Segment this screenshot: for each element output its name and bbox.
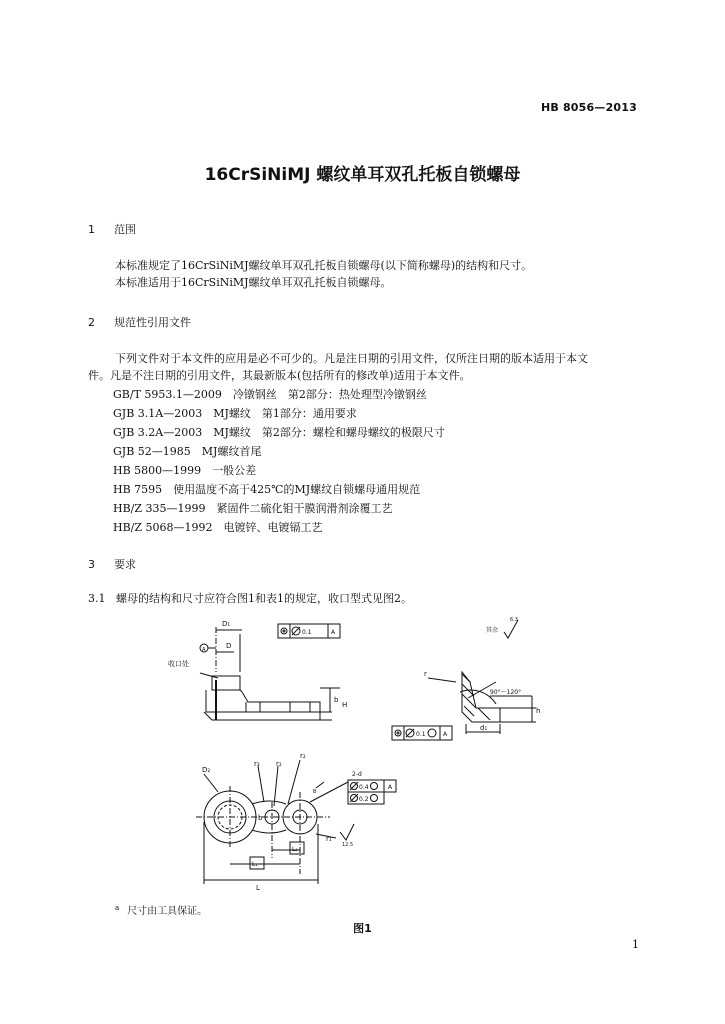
tolerance-value: 0.1	[302, 629, 312, 636]
clause-text: 螺母的结构和尺寸应符合图1和表1的规定，收口型式见图2。	[116, 592, 412, 605]
tolerance-value: 0.1	[416, 731, 426, 738]
section-1-para-1: 本标准规定了16CrSiNiMJ螺纹单耳双孔托板自锁螺母(以下简称螺母)的结构和尺寸。	[115, 259, 533, 272]
dim-label: r	[424, 670, 427, 678]
tolerance-datum: A	[331, 629, 336, 636]
dim-label: r₂	[300, 752, 306, 760]
section-number: 3	[88, 558, 95, 571]
section-number: 1	[88, 223, 95, 236]
reference-item: HB/Z 5068—1992 电镀锌、电镀镉工艺	[113, 521, 323, 534]
dim-label: L₁	[252, 861, 258, 868]
dim-label: B	[313, 789, 317, 795]
side-view	[200, 624, 340, 720]
section-title: 范围	[114, 223, 136, 236]
section-2-intro-2: 件。凡是不注日期的引用文件，其最新版本(包括所有的修改单)适用于本文件。	[88, 369, 471, 382]
section-3-heading	[88, 556, 136, 572]
footnote-mark: a	[115, 903, 120, 912]
page-number: 1	[632, 938, 639, 951]
roughness-value: 12.5	[342, 842, 354, 848]
tolerance-value: 0.4	[359, 784, 369, 791]
dim-label: b	[334, 696, 339, 704]
clause-number: 3.1	[88, 592, 106, 605]
footnote	[115, 902, 207, 917]
tolerance-datum: A	[443, 731, 448, 738]
section-1-heading	[88, 221, 136, 237]
plan-view	[196, 620, 518, 884]
roughness-note: 其余	[486, 627, 499, 634]
section-number: 2	[88, 316, 95, 329]
dim-label: L₂	[292, 846, 298, 853]
section-2-heading	[88, 314, 191, 330]
angle-label: 90°～120°	[490, 689, 522, 696]
roughness-value: 6.3	[510, 617, 518, 623]
page-title: 16CrSiNiMJ 螺纹单耳双孔托板自锁螺母	[204, 165, 521, 185]
hole-count: 2-d	[352, 771, 362, 778]
reference-item: GJB 3.2A—2003 MJ螺纹 第2部分：螺栓和螺母螺纹的极限尺寸	[113, 426, 445, 439]
callout-label: 收口处	[168, 660, 189, 668]
footnote-text: 尺寸由工具保证。	[127, 906, 208, 917]
figure-caption: 图1	[353, 922, 372, 935]
tolerance-value: 0.2	[359, 796, 369, 803]
reference-item: HB 7595 使用温度不高于425℃的MJ螺纹自锁螺母通用规范	[113, 483, 421, 496]
section-2-intro-1: 下列文件对于本文件的应用是必不可少的。凡是注日期的引用文件，仅所注日期的版本适用于本文	[115, 352, 588, 365]
dim-label: r₁	[326, 835, 332, 843]
datum-label: A	[202, 647, 206, 653]
section-title: 要求	[114, 558, 136, 571]
dim-label: h	[536, 707, 541, 715]
clause-3-1	[88, 591, 412, 607]
dim-label: D	[226, 642, 232, 650]
dim-label: D₁	[222, 620, 231, 628]
dim-label: d₁	[480, 724, 488, 732]
tolerance-datum: A	[388, 784, 393, 791]
reference-item: GJB 52—1985 MJ螺纹首尾	[113, 445, 262, 458]
dim-label: D₂	[202, 766, 211, 774]
section-view	[392, 672, 536, 740]
doc-number: HB 8056—2013	[540, 101, 637, 114]
dim-label: L	[256, 884, 260, 892]
reference-item: GJB 3.1A—2003 MJ螺纹 第1部分：通用要求	[113, 407, 357, 420]
section-1-para-2: 本标准适用于16CrSiNiMJ螺纹单耳双孔托板自锁螺母。	[115, 276, 392, 289]
reference-item: HB 5800—1999 一般公差	[113, 464, 257, 477]
section-title: 规范性引用文件	[114, 316, 191, 329]
technical-drawing	[160, 612, 580, 907]
reference-item: GB/T 5953.1—2009 冷镦钢丝 第2部分：热处理型冷镦钢丝	[113, 388, 427, 401]
dim-label: r₃	[254, 760, 260, 768]
dim-label: H	[342, 701, 348, 709]
reference-item: HB/Z 335—1999 紧固件二硫化钼干膜润滑剂涂覆工艺	[113, 502, 393, 515]
dim-label: r₂	[276, 760, 282, 768]
dim-label: b	[258, 814, 263, 822]
